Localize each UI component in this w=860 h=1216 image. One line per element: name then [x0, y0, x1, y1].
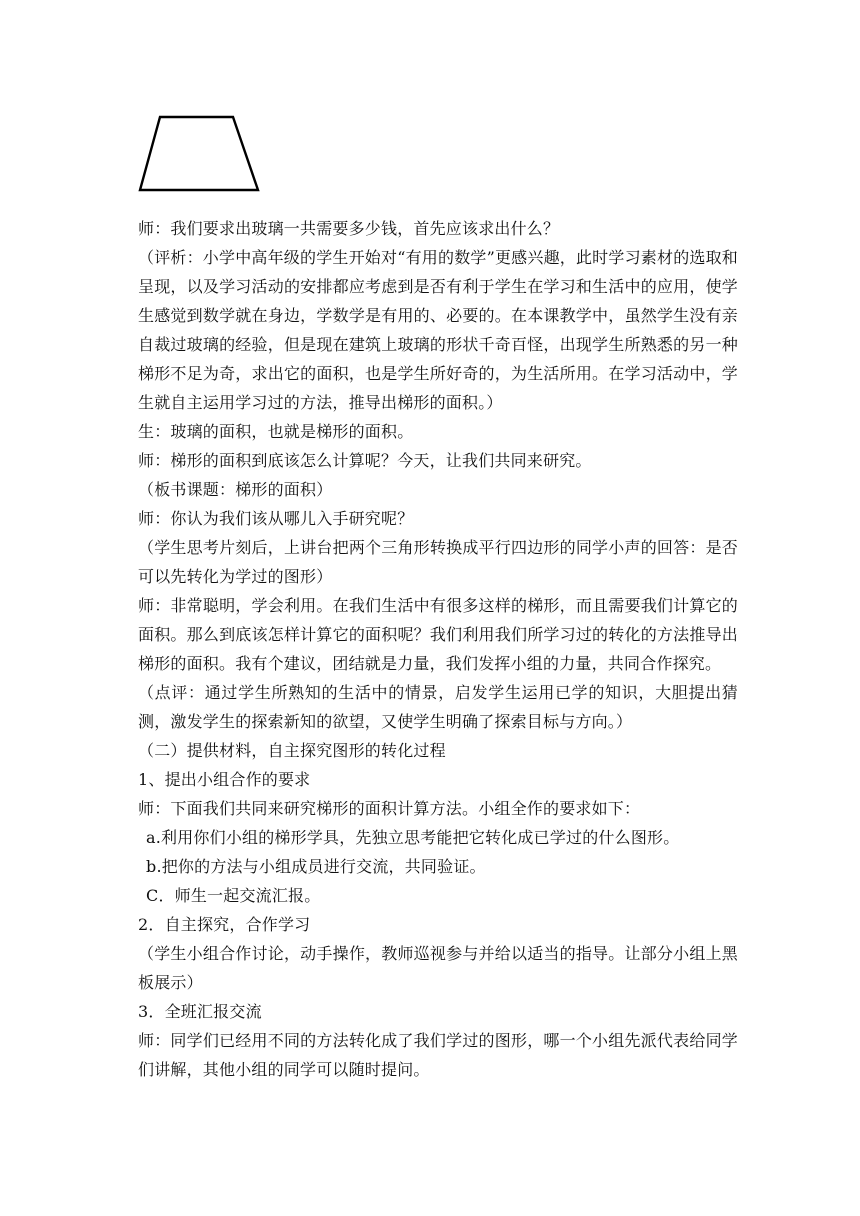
paragraph-teacher-requirements: 师：下面我们共同来研究梯形的面积计算方法。小组全作的要求如下：: [138, 799, 641, 818]
paragraph-teacher-report: 师：同学们已经用不同的方法转化成了我们学过的图形，哪一个小组先派代表给同学们讲解，其他小组的同学可以随时提问。: [138, 1031, 738, 1079]
paragraph-blackboard-title: （板书课题：梯形的面积）: [138, 480, 333, 499]
document-body: [138, 214, 738, 1084]
paragraph-teacher-where-start: 师：你认为我们该从哪儿入手研究呢？: [138, 509, 414, 528]
subheading-self-explore: 2．自主探究，合作学习: [138, 915, 311, 934]
paragraph-group-discussion: （学生小组合作讨论，动手操作，教师巡视参与并给以适当的指导。让部分小组上黑板展示）: [138, 944, 738, 992]
paragraph-teacher-praise: 师：非常聪明，学会利用。在我们生活中有很多这样的梯形，而且需要我们计算它的面积。那么到底该怎样计算它的面积呢？我们利用我们所学习过的转化的方法推导出梯形的面积。我有个建议，团结就是力量，我们发挥小组的力量，共同合作探究。: [138, 596, 738, 673]
paragraph-commentary-useful-math: （评析：小学中高年级的学生开始对“有用的数学”更感兴趣，此时学习素材的选取和呈现，以及学习活动的安排都应考虑到是否有利于学生在学习和生活中的应用，使学生感觉到数学就在身边，学数学是有用的、必要的。在本课教学中，虽然学生没有亲自裁过玻璃的经验，但是现在建筑上玻璃的形状千奇百怪，出现学生所熟悉的另一种梯形不足为奇，求出它的面积，也是学生所好奇的，为生活所用。在学习活动中，学生就自主运用学习过的方法，推导出梯形的面积。）: [138, 248, 738, 412]
paragraph-teacher-question: 师：我们要求出玻璃一共需要多少钱，首先应该求出什么？: [138, 219, 560, 238]
subheading-class-report: 3．全班汇报交流: [138, 1002, 262, 1021]
paragraph-student-answer: 生：玻璃的面积，也就是梯形的面积。: [138, 422, 414, 441]
requirement-item-b: b.把你的方法与小组成员进行交流，共同验证。: [146, 857, 486, 876]
trapezoid-figure: [134, 112, 264, 196]
section-heading-explore: （二）提供材料，自主探究图形的转化过程: [138, 741, 446, 760]
requirement-item-c: C．师生一起交流汇报。: [146, 886, 321, 905]
paragraph-teacher-intro: 师：梯形的面积到底该怎么计算呢？今天，让我们共同来研究。: [138, 451, 592, 470]
subheading-group-requirements: 1、提出小组合作的要求: [138, 770, 311, 789]
paragraph-student-thinking: （学生思考片刻后，上讲台把两个三角形转换成平行四边形的同学小声的回答：是否可以先转化为学过的图形）: [138, 538, 738, 586]
paragraph-review-comment: （点评：通过学生所熟知的生活中的情景，启发学生运用已学的知识，大胆提出猜测，激发学生的探索新知的欲望，又使学生明确了探索目标与方向。）: [138, 683, 738, 731]
trapezoid-shape: [140, 117, 258, 190]
requirement-item-a: a.利用你们小组的梯形学具，先独立思考能把它转化成已学过的什么图形。: [146, 828, 680, 847]
